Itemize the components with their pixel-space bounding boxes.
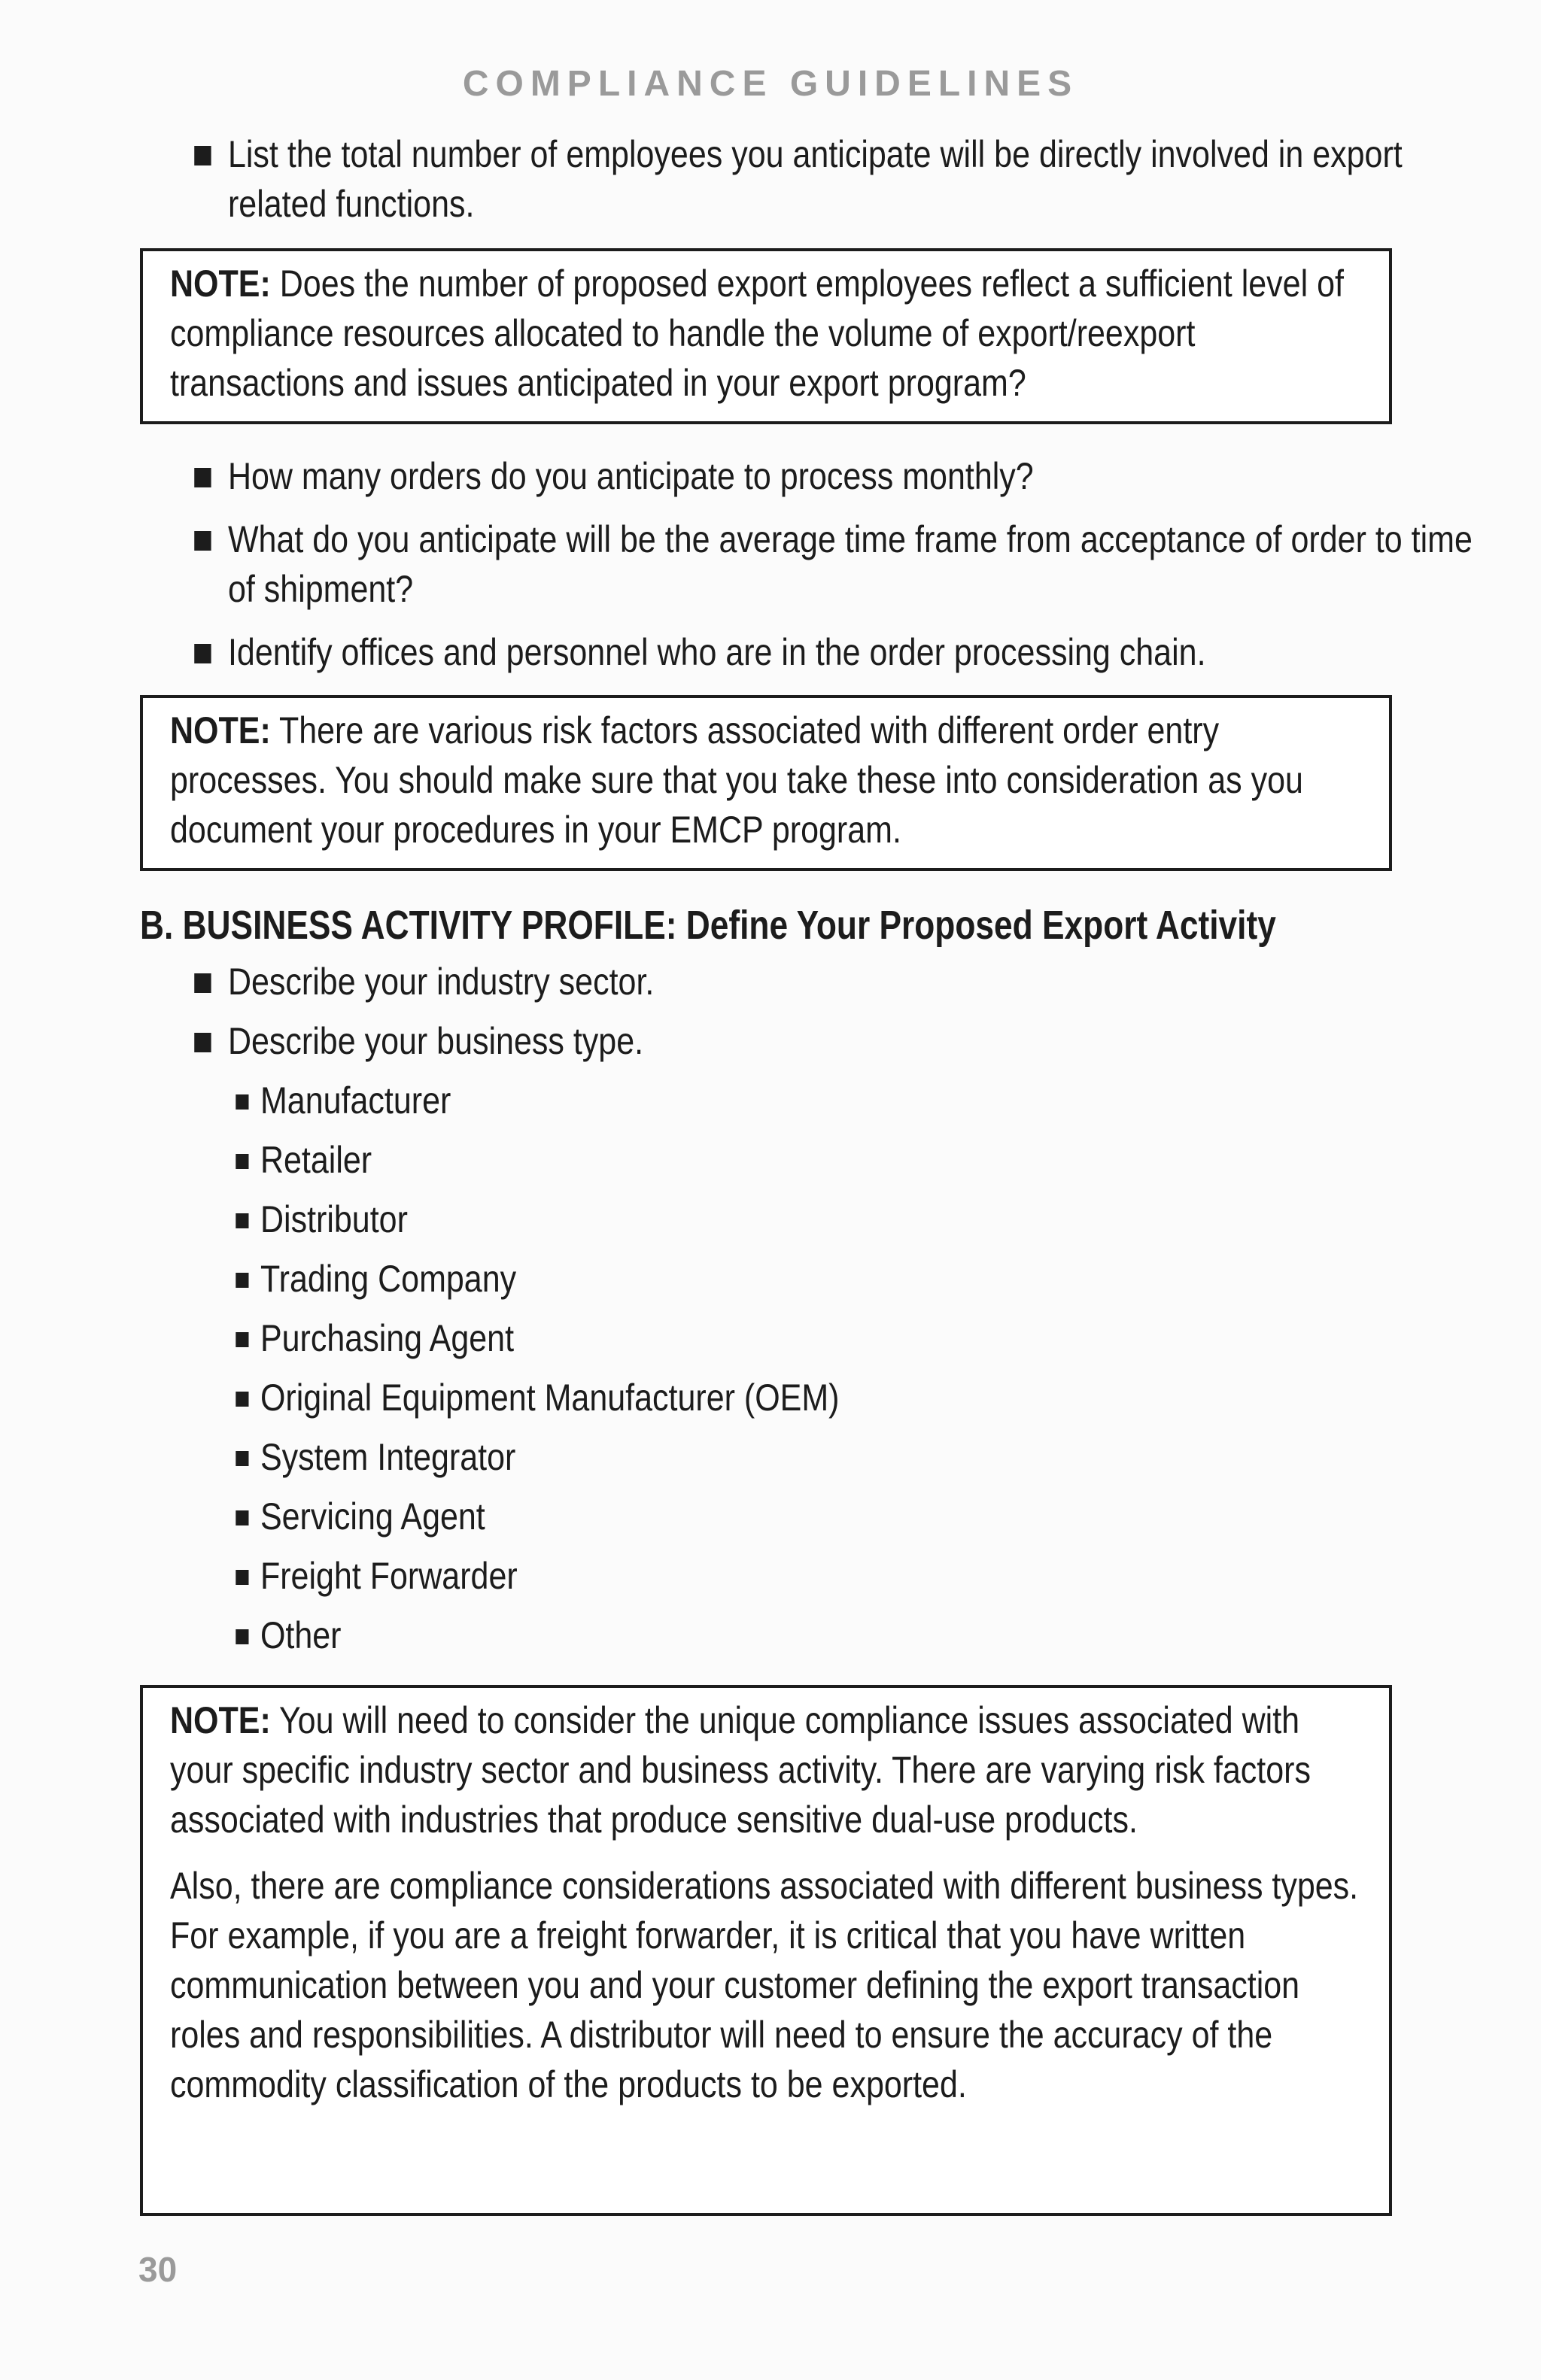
- small-square-bullet-icon: [236, 1332, 248, 1347]
- list-item: [140, 515, 1541, 614]
- running-head: COMPLIANCE GUIDELINES: [462, 64, 1079, 104]
- note-paragraph: [170, 259, 1362, 408]
- note-text: Does the number of proposed export employees reflect a sufficient level of compliance resources allocated to handle the volume of export/reexport transactions and issues anticipated in your export program?: [170, 263, 1344, 404]
- list-item-text: Describe your industry sector.: [227, 961, 655, 1003]
- list-item: [140, 1373, 1512, 1432]
- small-square-bullet-icon: [236, 1094, 248, 1110]
- list-item: [140, 451, 1480, 501]
- square-bullet-icon: [194, 531, 211, 551]
- list-item-text: Identify offices and personnel who are in the order processing chain.: [227, 631, 1206, 673]
- small-square-bullet-icon: [236, 1570, 248, 1585]
- list-item: [140, 627, 1480, 677]
- square-bullet-icon: [194, 468, 211, 487]
- list-item: [140, 129, 1541, 229]
- list-item-text: Original Equipment Manufacturer (OEM): [260, 1377, 840, 1419]
- list-item: [140, 1610, 1512, 1670]
- list-item-text: Distributor: [260, 1198, 408, 1240]
- list-item: [140, 957, 1480, 1016]
- list-item-text: List the total number of employees you anticipate will be directly involved in export related functions.: [227, 133, 1403, 225]
- note-text: There are various risk factors associated with different order entry processes. You should make sure that you take these into consideration as you document your procedures in your EMCP program.: [170, 709, 1303, 851]
- square-bullet-icon: [194, 146, 211, 165]
- list-item-text: Describe your business type.: [227, 1020, 644, 1062]
- small-square-bullet-icon: [236, 1392, 248, 1407]
- section-heading: B. BUSINESS ACTIVITY PROFILE: Define Your Proposed Export Activity: [140, 903, 1276, 948]
- list-item-text: Retailer: [260, 1139, 372, 1181]
- small-square-bullet-icon: [236, 1629, 248, 1644]
- note-box-3: [140, 1685, 1392, 2216]
- list-item-text: Trading Company: [260, 1258, 517, 1300]
- small-square-bullet-icon: [236, 1451, 248, 1466]
- small-square-bullet-icon: [236, 1213, 248, 1228]
- list-item: [140, 1016, 1480, 1076]
- list-item: [140, 1135, 1512, 1195]
- note-label: NOTE:: [170, 263, 271, 305]
- list-item: [140, 1492, 1512, 1551]
- list-item-text: Manufacturer: [260, 1079, 451, 1122]
- list-item-text: System Integrator: [260, 1436, 516, 1478]
- page-content: [140, 126, 1473, 2216]
- list-item-text: How many orders do you anticipate to process monthly?: [227, 455, 1034, 497]
- list-item: [140, 1076, 1512, 1135]
- square-bullet-icon: [194, 1033, 211, 1052]
- list-item-text: Other: [260, 1614, 342, 1656]
- note-box-1: [140, 248, 1392, 424]
- business-type-list: [140, 1076, 1392, 1670]
- list-item-text: What do you anticipate will be the average time frame from acceptance of order to time of shipment?: [227, 518, 1473, 610]
- small-square-bullet-icon: [236, 1273, 248, 1288]
- list-item-text: Purchasing Agent: [260, 1317, 515, 1359]
- note-text: You will need to consider the unique compliance issues associated with your specific industry sector and business activity. There are varying risk factors associated with industries that produce sensitive dual-use products.: [170, 1699, 1311, 1841]
- list-item-text: Freight Forwarder: [260, 1555, 518, 1597]
- note-paragraph-2: Also, there are compliance considerations associated with different business types. For example, if you are a freight forwarder, it is critical that you have written communication between you and your customer defining the export transaction roles and responsibilities. A distributor will need to ensure the accuracy of the commodity classification of the products to be exported.: [170, 1865, 1359, 2105]
- list-item: [140, 1195, 1512, 1254]
- bullet-list-1: [140, 129, 1403, 229]
- note-paragraph-1: [170, 1695, 1362, 1844]
- note-box-2: [140, 695, 1392, 871]
- list-item: [140, 1551, 1512, 1610]
- small-square-bullet-icon: [236, 1154, 248, 1169]
- square-bullet-icon: [194, 973, 211, 993]
- note-paragraph: [170, 706, 1362, 855]
- bullet-list-3: [140, 957, 1392, 1076]
- list-item: [140, 1254, 1512, 1313]
- square-bullet-icon: [194, 644, 211, 663]
- list-item: [140, 1432, 1512, 1492]
- note-label: NOTE:: [170, 1699, 271, 1741]
- list-item: [140, 1313, 1512, 1373]
- list-item-text: Servicing Agent: [260, 1495, 485, 1538]
- note-label: NOTE:: [170, 709, 271, 751]
- bullet-list-2: [140, 451, 1473, 677]
- small-square-bullet-icon: [236, 1510, 248, 1525]
- page-number: 30: [138, 2250, 178, 2289]
